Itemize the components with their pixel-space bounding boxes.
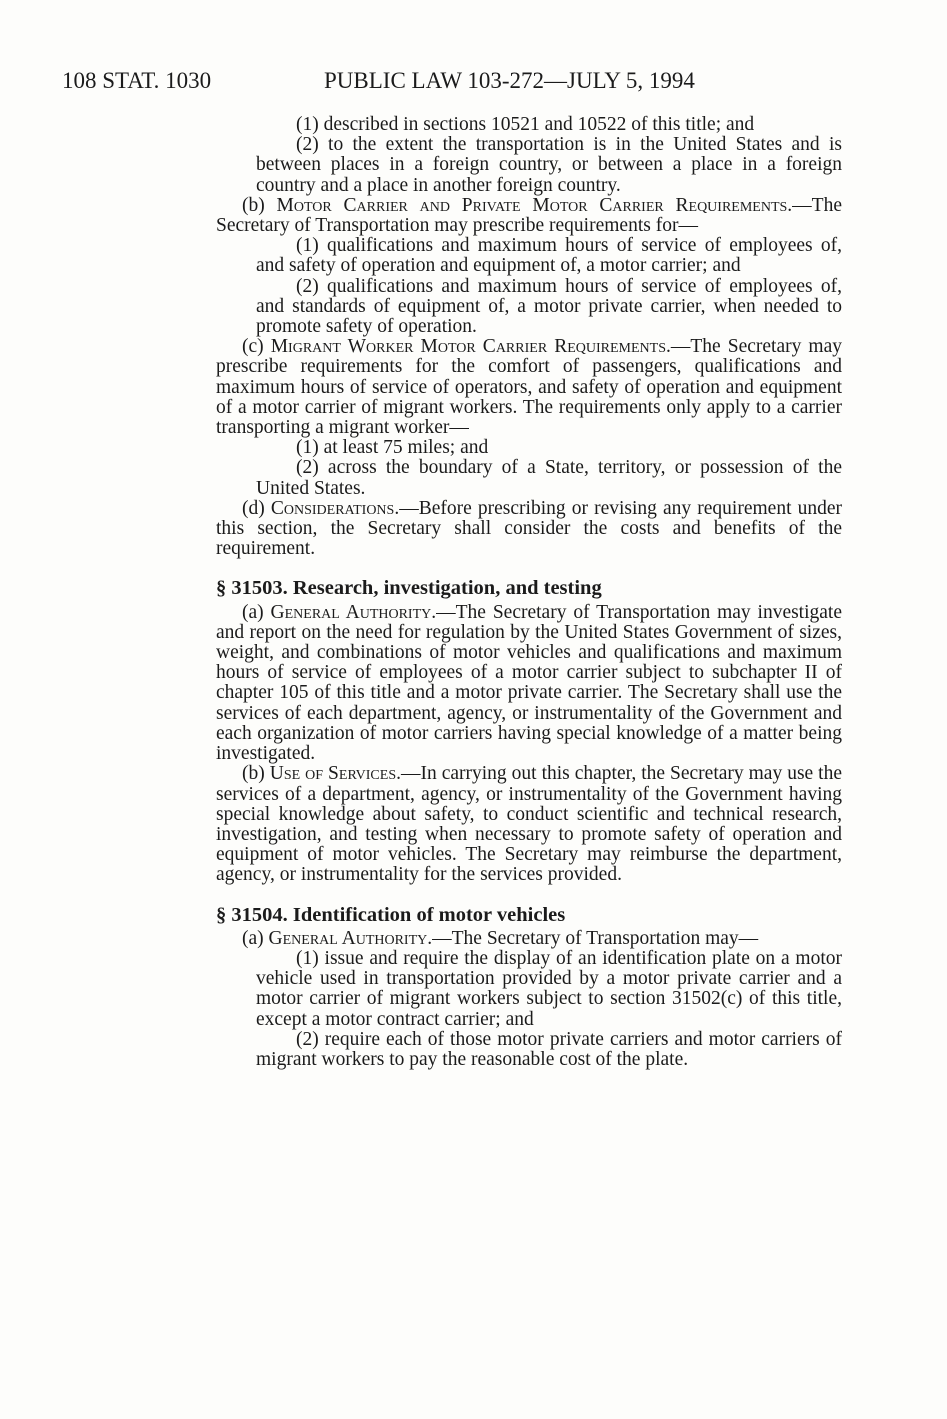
subsection-b — [216, 196, 842, 236]
section-31503-heading: § 31503. Research, investigation, and testing — [216, 577, 602, 600]
subsection-text: —In carrying out this chapter, the Secretary may use the services of a department, agency, or instrumentality of the Government having special knowledge about safety, to conduct scientific and technical research, investigation, and testing when necessary to promote safety of operation and equipment of motor vehicles. The Secretary may reimburse the department, agency, or instrumentality for the services provided. — [216, 763, 842, 886]
subsection-heading: General Authority. — [268, 927, 433, 949]
section-31504-heading: § 31504. Identification of motor vehicles — [216, 903, 566, 926]
subsection-text: —The Secretary of Transportation may investigate and report on the need for regulation by the United States Government of sizes, weight, and combinations of motor vehicles and qualifications and maximum hours of service of employees of a motor carrier subject to subchapter II of chapter 105 of this title and a motor private carrier. The Secretary shall use the services of each department, agency, or instrumentality of the Government and each organization of motor carriers having special knowledge of a matter being investigated. — [216, 601, 842, 765]
subsection-label: (b) — [242, 763, 265, 785]
subsection-heading: Considerations. — [270, 497, 400, 519]
subsection-text: —The Secretary may prescribe requirements for the comfort of passengers, qualifications and maximum hours of service of operators, and safety of operation and equipment of a motor carrier of migrant workers. The requirements only apply to a carrier transporting a migrant worker— — [216, 336, 843, 439]
subsection-text: —Before prescribing or revising any requirement under this section, the Secretary shall consider the costs and benefits of the requirement. — [216, 497, 843, 560]
list-item: (1) described in sections 10521 and 10522 of this title; and — [296, 114, 755, 135]
list-item: (2) across the boundary of a State, territory, or possession of the United States. — [256, 457, 842, 499]
subsection-heading: Use of Services. — [269, 763, 401, 785]
subsection-label: (b) — [242, 194, 265, 216]
page-header — [62, 66, 842, 96]
statute-reference: 108 STAT. 1030 — [62, 68, 212, 93]
list-item: (1) qualifications and maximum hours of service of employees of, and safety of operation and equipment of, a motor carrier; and — [256, 235, 842, 277]
subsection-heading: Migrant Worker Motor Carrier Requirements. — [270, 336, 671, 358]
document-body — [216, 115, 842, 1070]
subsection-heading: Motor Carrier and Private Motor Carrier Requirements. — [276, 194, 793, 216]
section-31503-a — [216, 603, 842, 765]
subsection-label: (a) — [242, 601, 264, 623]
subsection-text: —The Secretary of Transportation may prescribe requirements for— — [216, 194, 842, 237]
subsection-d — [216, 499, 842, 560]
section-31503-b — [216, 764, 842, 885]
subsection-heading: General Authority. — [270, 601, 437, 623]
list-item: (1) at least 75 miles; and — [296, 437, 489, 459]
subsection-label: (a) — [242, 927, 264, 949]
list-item: (2) qualifications and maximum hours of service of employees of, and standards of equipment of, a motor private carrier, when needed to promote safety of operation. — [256, 275, 842, 338]
subsection-text: —The Secretary of Transportation may— — [432, 927, 759, 949]
list-item: (2) require each of those motor private carriers and motor carriers of migrant workers to pay the reasonable cost of the plate. — [256, 1028, 842, 1070]
list-item: (2) to the extent the transportation is in the United States and is between places in a foreign country, or between a place in a foreign country and a place in another foreign country. — [256, 134, 842, 196]
subsection-c — [216, 337, 842, 438]
subsection-label: (d) — [242, 497, 265, 519]
section-31504-a — [216, 929, 842, 949]
public-law-title: PUBLIC LAW 103-272—JULY 5, 1994 — [324, 68, 695, 93]
list-item: (1) issue and require the display of an identification plate on a motor vehicle used in transportation provided by a motor private carrier and a motor carrier of migrant workers subject to section 31502(c) of this title, except a motor contract carrier; and — [256, 947, 842, 1030]
subsection-label: (c) — [242, 336, 264, 358]
